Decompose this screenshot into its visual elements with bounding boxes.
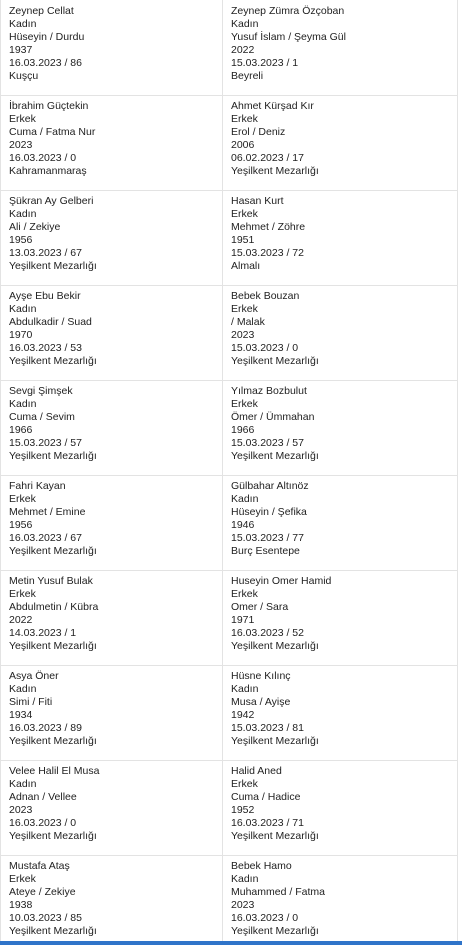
record-cell (1, 0, 223, 96)
person-birth-year: 2023 (9, 803, 33, 816)
person-gender: Kadın (231, 492, 259, 505)
person-gender: Erkek (231, 397, 258, 410)
person-gender: Erkek (231, 207, 258, 220)
person-burial-place: Kuşçu (9, 69, 39, 82)
person-name: Halid Aned (231, 765, 282, 777)
table-row (1, 96, 458, 191)
person-name: Asya Öner (9, 670, 59, 682)
person-gender: Kadın (9, 207, 37, 220)
record-cell (223, 96, 458, 191)
person-parents: Musa / Ayişe (231, 695, 291, 708)
record-cell (223, 381, 458, 476)
person-burial-place: Yeşilkent Mezarlığı (231, 924, 319, 937)
person-death-date-age: 16.03.2023 / 52 (231, 626, 304, 639)
person-name: Bebek Hamo (231, 860, 292, 872)
person-gender: Kadın (9, 777, 37, 790)
person-death-date-age: 16.03.2023 / 53 (9, 341, 82, 354)
person-death-date-age: 15.03.2023 / 0 (231, 341, 299, 354)
person-burial-place: Yeşilkent Mezarlığı (9, 734, 97, 747)
person-name: Ayşe Ebu Bekir (9, 290, 81, 302)
person-parents: Simi / Fiti (9, 695, 53, 708)
person-parents: Muhammed / Fatma (231, 885, 325, 898)
person-death-date-age: 16.03.2023 / 0 (9, 151, 77, 164)
person-birth-year: 1952 (231, 803, 255, 816)
person-death-date-age: 15.03.2023 / 1 (231, 56, 299, 69)
record-cell (1, 761, 223, 856)
record-cell (1, 286, 223, 381)
record-cell (223, 571, 458, 666)
person-name: Yılmaz Bozbulut (231, 385, 307, 397)
record-cell (223, 191, 458, 286)
person-death-date-age: 15.03.2023 / 72 (231, 246, 304, 259)
person-birth-year: 1971 (231, 613, 255, 626)
person-burial-place: Yeşilkent Mezarlığı (9, 544, 97, 557)
records-table-body (1, 0, 458, 943)
table-row (1, 856, 458, 943)
person-burial-place: Beyreli (231, 69, 264, 82)
person-death-date-age: 15.03.2023 / 57 (9, 436, 82, 449)
person-burial-place: Yeşilkent Mezarlığı (9, 259, 97, 272)
person-name: Fahri Kayan (9, 480, 66, 492)
person-burial-place: Yeşilkent Mezarlığı (9, 829, 97, 842)
table-row (1, 476, 458, 571)
person-parents: Omer / Sara (231, 600, 289, 613)
person-burial-place: Yeşilkent Mezarlığı (9, 354, 97, 367)
record-cell (1, 96, 223, 191)
person-parents: Hüseyin / Şefika (231, 505, 307, 518)
person-birth-year: 2023 (231, 328, 255, 341)
person-birth-year: 2023 (231, 898, 255, 911)
record-cell (1, 666, 223, 761)
person-gender: Erkek (9, 112, 36, 125)
person-birth-year: 2022 (231, 43, 255, 56)
person-burial-place: Yeşilkent Mezarlığı (9, 639, 97, 652)
person-gender: Erkek (231, 302, 258, 315)
record-cell (223, 0, 458, 96)
person-death-date-age: 16.03.2023 / 0 (9, 816, 77, 829)
person-name: Şükran Ay Gelberi (9, 195, 94, 207)
person-death-date-age: 15.03.2023 / 57 (231, 436, 304, 449)
person-birth-year: 1942 (231, 708, 255, 721)
person-parents: Cuma / Hadice (231, 790, 301, 803)
bottom-accent-bar (0, 941, 462, 945)
person-parents: Ömer / Ümmahan (231, 410, 315, 423)
person-burial-place: Yeşilkent Mezarlığı (9, 924, 97, 937)
person-gender: Kadın (9, 302, 37, 315)
person-gender: Kadın (9, 397, 37, 410)
person-gender: Kadın (231, 872, 259, 885)
person-name: Huseyin Omer Hamid (231, 575, 332, 587)
record-cell (1, 381, 223, 476)
person-birth-year: 1938 (9, 898, 33, 911)
person-name: İbrahim Güçtekin (9, 100, 89, 112)
person-death-date-age: 15.03.2023 / 77 (231, 531, 304, 544)
person-gender: Erkek (231, 587, 258, 600)
person-burial-place: Yeşilkent Mezarlığı (231, 449, 319, 462)
table-row (1, 381, 458, 476)
person-name: Zeynep Zümra Özçoban (231, 5, 345, 17)
person-death-date-age: 16.03.2023 / 67 (9, 531, 82, 544)
person-parents: Erol / Deniz (231, 125, 286, 138)
person-name: Metin Yusuf Bulak (9, 575, 93, 587)
person-burial-place: Yeşilkent Mezarlığı (231, 829, 319, 842)
person-death-date-age: 15.03.2023 / 81 (231, 721, 304, 734)
person-birth-year: 2022 (9, 613, 33, 626)
person-gender: Kadın (231, 682, 259, 695)
person-death-date-age: 10.03.2023 / 85 (9, 911, 82, 924)
person-death-date-age: 16.03.2023 / 86 (9, 56, 82, 69)
person-burial-place: Yeşilkent Mezarlığı (231, 354, 319, 367)
person-name: Velee Halil El Musa (9, 765, 100, 777)
person-death-date-age: 06.02.2023 / 17 (231, 151, 304, 164)
person-parents: Ali / Zekiye (9, 220, 61, 233)
person-birth-year: 1937 (9, 43, 33, 56)
person-burial-place: Kahramanmaraş (9, 164, 87, 177)
person-parents: / Malak (231, 315, 265, 328)
person-burial-place: Burç Esentepe (231, 544, 300, 557)
table-row (1, 286, 458, 381)
person-death-date-age: 16.03.2023 / 89 (9, 721, 82, 734)
person-burial-place: Almalı (231, 259, 261, 272)
record-cell (1, 476, 223, 571)
record-cell (223, 761, 458, 856)
record-cell (1, 191, 223, 286)
person-parents: Cuma / Sevim (9, 410, 75, 423)
person-burial-place: Yeşilkent Mezarlığı (231, 734, 319, 747)
table-row (1, 666, 458, 761)
record-cell (223, 856, 458, 943)
person-gender: Kadın (9, 682, 37, 695)
person-parents: Abdulkadir / Suad (9, 315, 92, 328)
person-birth-year: 1966 (9, 423, 33, 436)
person-birth-year: 1951 (231, 233, 255, 246)
record-cell (1, 571, 223, 666)
person-parents: Cuma / Fatma Nur (9, 125, 96, 138)
table-row (1, 0, 458, 96)
person-name: Bebek Bouzan (231, 290, 300, 302)
person-death-date-age: 16.03.2023 / 0 (231, 911, 299, 924)
table-row (1, 191, 458, 286)
person-birth-year: 1956 (9, 233, 33, 246)
person-gender: Kadın (231, 17, 259, 30)
person-parents: Ateye / Zekiye (9, 885, 76, 898)
person-parents: Abdulmetin / Kübra (9, 600, 99, 613)
person-name: Hüsne Kılınç (231, 670, 291, 682)
person-parents: Yusuf İslam / Şeyma Gül (231, 30, 346, 43)
record-cell (223, 666, 458, 761)
person-gender: Erkek (231, 777, 258, 790)
person-birth-year: 1946 (231, 518, 255, 531)
person-birth-year: 1970 (9, 328, 33, 341)
person-birth-year: 1966 (231, 423, 255, 436)
person-burial-place: Yeşilkent Mezarlığı (231, 164, 319, 177)
person-death-date-age: 13.03.2023 / 67 (9, 246, 82, 259)
person-gender: Kadın (9, 17, 37, 30)
person-burial-place: Yeşilkent Mezarlığı (9, 449, 97, 462)
record-cell (1, 856, 223, 943)
person-name: Gülbahar Altınöz (231, 480, 309, 492)
person-birth-year: 1934 (9, 708, 33, 721)
person-name: Mustafa Ataş (9, 860, 70, 872)
person-parents: Hüseyin / Durdu (9, 30, 85, 43)
person-name: Ahmet Kürşad Kır (231, 100, 314, 112)
person-birth-year: 2023 (9, 138, 33, 151)
record-cell (223, 286, 458, 381)
person-gender: Erkek (9, 872, 36, 885)
person-death-date-age: 16.03.2023 / 71 (231, 816, 304, 829)
person-gender: Erkek (9, 492, 36, 505)
person-birth-year: 2006 (231, 138, 255, 151)
person-parents: Mehmet / Zöhre (231, 220, 306, 233)
table-row (1, 761, 458, 856)
person-birth-year: 1956 (9, 518, 33, 531)
person-burial-place: Yeşilkent Mezarlığı (231, 639, 319, 652)
record-cell (223, 476, 458, 571)
person-name: Zeynep Cellat (9, 5, 74, 17)
person-parents: Adnan / Vellee (9, 790, 77, 803)
person-parents: Mehmet / Emine (9, 505, 86, 518)
person-gender: Erkek (231, 112, 258, 125)
person-name: Hasan Kurt (231, 195, 284, 207)
person-name: Sevgi Şimşek (9, 385, 73, 397)
table-row (1, 571, 458, 666)
person-gender: Erkek (9, 587, 36, 600)
person-death-date-age: 14.03.2023 / 1 (9, 626, 77, 639)
